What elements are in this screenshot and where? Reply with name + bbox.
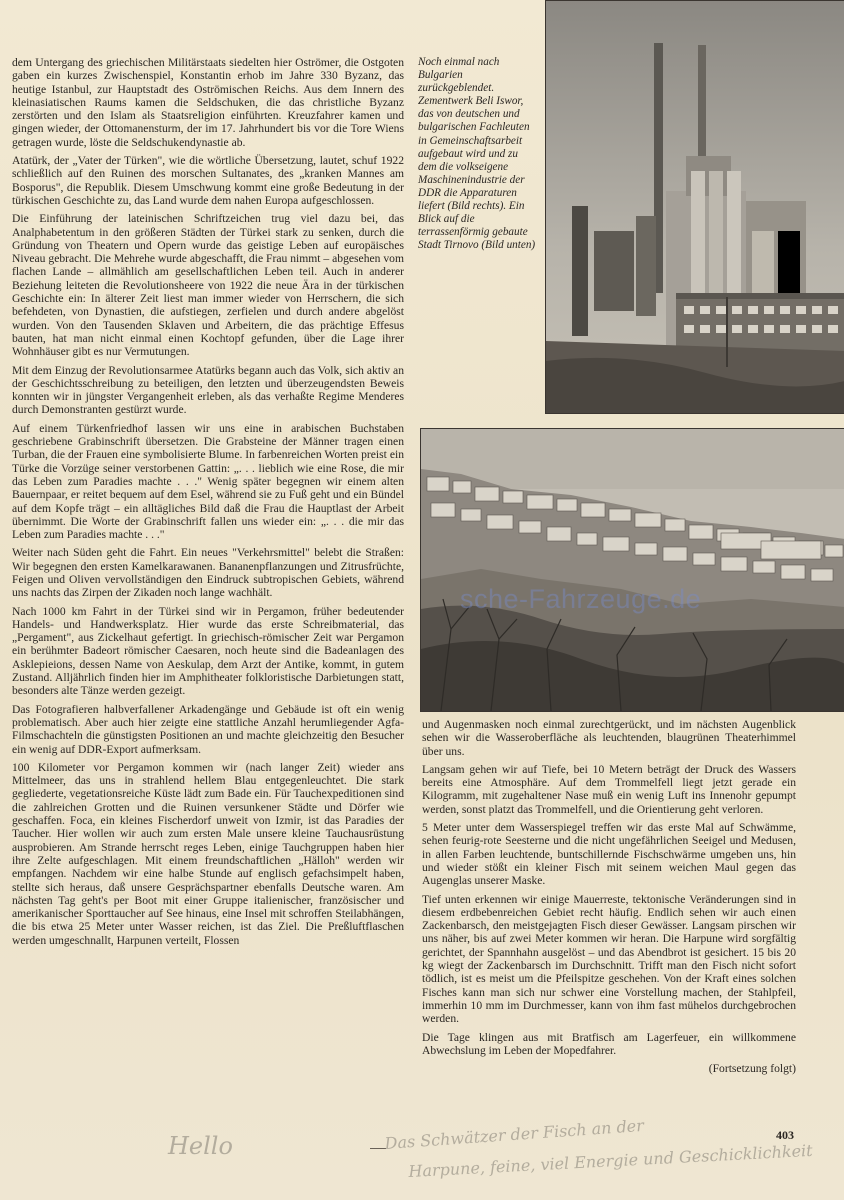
paragraph: 100 Kilometer vor Pergamon kommen wir (nach langer Zeit) wieder ans Mittelmeer, das uns in strahlend hellem Blau entgegenleuchtet. Die stark gegliederte, vegetationsreiche Küste lädt zum Bade ein. Für Tauchexpeditionen sind die zahlreichen Grotten und die Ruinen versunkener Städte und Dörfer wie geschaffen. Foca, ein kleines Fischerdorf unweit von Izmir, ist das Paradies der Taucher. Hier wollen wir auch zum ersten Male unsere kleine Tauchausrüstung ausprobieren. Am Strande herrscht reges Leben, einige Tauchgruppen haben hier ihre Zelte aufgeschlagen. Mit einem freundschaftlichen „Hälloh" werden wir empfangen. Nachdem wir eine halbe Stunde auf englisch gefachsimpelt haben, stellte sich heraus, daß unsere Gesprächspartner ebenfalls Deutsche waren. Am nächsten Tag geht's per Boot mit einer Gruppe italienischer, französischer und amerikanischer Sporttaucher auf See hinaus, eine Insel mit schroffen Steilabhängen, die bis etwa 25 Meter unter Wasser reichen, ist das Ziel. Die Preßluftflaschen werden umgeschnallt, Harpunen verteilt, Flossen xyxy=(12,760,404,947)
paragraph: Das Fotografieren halbverfallener Arkadengänge und Gebäude ist oft ein wenig problematisch. Aber auch hier zeigte eine stattliche Anzahl herumliegender Agfa-Filmschachteln die günstigsten Positionen an und machte gleichzeitig den Besucher ein wenig auf DDR-Export aufmerksam. xyxy=(12,702,404,756)
divider xyxy=(370,1148,386,1149)
paragraph: Die Tage klingen aus mit Bratfisch am Lagerfeuer, ein willkommene Abwechslung im Leben der Mopedfahrer. xyxy=(422,1030,796,1057)
page-number: 403 xyxy=(776,1128,794,1142)
paragraph: dem Untergang des griechischen Militärstaats siedelten hier Oströmer, die Ostgoten gaben ein kurzes Zwischenspiel, Konstantin erhob im Jahre 330 Byzanz, das heutige Istanbul, zur Hauptstadt des Oströmischen Reichs. Aus dem Innern des kleinasiatischen Raums kamen die Seldschuken, die das christliche Byzanz zerstörten und den Islam als Staatsreligion einführten. Kreuzfahrer kamen und gingen wieder, der Ottomanensturm, der im 17. Jahrhundert bis vor die Tore Wiens getragen wurde, löste die Seldschukendynastie ab. xyxy=(12,56,404,149)
continued-note: (Fortsetzung folgt) xyxy=(708,1062,796,1076)
watermark: sche-Fahrzeuge.de xyxy=(460,584,702,614)
paragraph: Nach 1000 km Fahrt in der Türkei sind wir in Pergamon, früher bedeutender Handels- und Handwerksplatz. Hier wurde das erste Schreibmaterial, das „Pergament", aus Zickelhaut gefertigt. In griechisch-römischer Zeit war Pergamon ein berühmter Badeort römischer Caesaren, noch heute sind die Badeanlagen des Asklepieions, dessen Name von Aeskulap, dem Arzt der Antike, kommt, in gutem Zustand. Alljährlich finden hier im Amphitheater folkloristische Darbietungen statt, besonders alte Tänze werden gezeigt. xyxy=(12,604,404,698)
paragraph: 5 Meter unter dem Wasserspiegel treffen wir das erste Mal auf Schwämme, sehen feurig-rote Seesterne und die nicht ungefährlichen Seeigel und Medusen, in allen Farben leuchtende, buntschillernde Fischschwärme umgeben uns, hin und wieder stößt ein kleiner Fisch mit seinem weichen Maul gegen das Augenglas unserer Maske. xyxy=(422,821,796,888)
paragraph: Atatürk, der „Vater der Türken", wie die wörtliche Übersetzung, lautet, schuf 1922 schließlich auf den Ruinen des morschen Sultanates, des „kranken Mannes am Bosporus", die Republik. Diesem Umschwung kommt eine große Bedeutung in der türkischen Geschichte zu, das Land wurde dem nahen Europa aufgeschlossen. xyxy=(12,154,404,207)
photo-caption: Noch einmal nach Bulgarien zurückgeblendet. Zementwerk Beli Iswor, das von deutschen und bulgarischen Fachleuten in Gemeinschaftsarbeit aufgebaut wird und zu dem die volkseigene Maschinenindustrie der DDR die Apparaturen liefert (Bild rechts). Ein Blick auf die terrassenförmig gebaute Stadt Tirnovo (Bild unten) xyxy=(418,56,536,252)
paragraph: Langsam gehen wir auf Tiefe, bei 10 Metern beträgt der Druck des Wassers bereits eine Atmosphäre. Auf dem Trommelfell liegt jetzt gerade ein Kilogramm, mit zugehaltener Nase muß ein wenig Luft ins Innenohr gepumpt werden, sonst platzt das Trommelfell, und die Orientierung geht verloren. xyxy=(422,762,796,816)
paragraph: und Augenmasken noch einmal zurechtgerückt, und im nächsten Augenblick sehen wir die Wasseroberfläche als leuchtenden, blaugrünen Theaterhimmel über uns. xyxy=(422,718,796,758)
paragraph: Weiter nach Süden geht die Fahrt. Ein neues "Verkehrsmittel" belebt die Straßen: Wir begegnen den ersten Kamelkarawanen. Bananenpflanzungen und Zitrusfrüchte, Feigen und Oliven vervollständigen den Eindruck subtropischen Gebiets, während uns nachts das Zirpen der Zikaden noch lange wachhält. xyxy=(12,546,404,600)
paragraph: Auf einem Türkenfriedhof lassen wir uns eine in arabischen Buchstaben geschriebene Grabinschrift übersetzen. Die Grabsteine der Männer tragen einen Turban, die der Frauen eine symbolisierte Blume. In farbenreichen Worten preist ein Türke die Vorzüge seiner verstorbenen Gattin: „. . . lieblich wie eine Rose, die mir das Leben zum Paradies machte . . ." Wenig später begegnen wir einem alten Bauernpaar, er reitet bequem auf dem Esel, während sie zu Fuß geht und ein Bündel auf dem Kopfe trägt – ein alltägliches Bild daß die Frau die Hauptlast der Arbeit übernimmt. Die Worte der Grabinschrift fallen uns wieder ein: „. . . die mir das Leben zum Paradies machte . . ." xyxy=(12,421,404,542)
paragraph: Tief unten erkennen wir einige Mauerreste, tektonische Veränderungen sind in diesem erdbebenreichen Gebiet recht häufig. Endlich sehen wir auch einen Zackenbarsch, den meistgejagten Fisch dieser Gewässer. Langsam pirschen wir uns näher, bis auf zwei Meter kommen wir heran. Die Harpune wird sorgfältig gerichtet, der Spannhahn ausgelöst – und das Abendbrot ist gesichert. 15 bis 20 kg wiegt der Zackenbarsch im Durchschnitt. Trifft man den Fisch nicht sofort tödlich, ist es meist um die Pfeilspitze geschehen. Von der Kraft eines solchen Fisches kann man sich nur schwer eine Vorstellung machen, der Stahlpfeil, immerhin 10 mm im Durchmesser, kann von ihm fast mühelos durchgebrochen werden. xyxy=(422,892,796,1026)
tirnovo-town-photo xyxy=(420,428,844,712)
handwritten-note-line-2: Harpune, feine, viel Energie und Geschicklichkeit xyxy=(408,1140,814,1181)
handwritten-note-left: Hello xyxy=(168,1132,233,1160)
paragraph: Die Einführung der lateinischen Schriftzeichen trug viel dazu bei, das Analphabetentum in den größeren Städten der Türkei stark zu senken, durch die Gründung von Theatern und Opern wurde das geistige Leben auf europäisches Niveau gebracht. Die Mehrehe wurde abgeschafft, die Frau nimmt – abgesehen vom flachen Lande – allmählich am gesellschaftlichen Leben teil. Auch in anderer Beziehung leiteten die Revolutionsheere von 1922 die neue Ära in der türkischen Geschichte ein: In älterer Zeit liest man immer wieder von Herrschern, die sich befehdeten, von Dynastien, die aufstiegen, zerfielen und durch andere abgelöst wurden. Von den Tausenden Sklaven und Arbeitern, die das prächtige Effesus bauten, hat man nicht einmal einen Kochtopf gefunden, über die Lage ihrer Wohnhäuser gibt es nur Vermutungen. xyxy=(12,212,404,359)
article-column-left xyxy=(12,56,404,952)
cement-plant-photo xyxy=(545,0,844,414)
handwritten-note-line-1: Das Schwätzer der Fisch an der xyxy=(384,1115,645,1153)
article-column-right xyxy=(422,718,796,1080)
paragraph: Mit dem Einzug der Revolutionsarmee Atatürks begann auch das Volk, sich aktiv an der Geschichtsschreibung zu beteiligen, den letzten und überzeugendsten Beweis konnten wir in jüngster Vergangenheit erleben, als das verhaßte Regime Menderes durch Demonstranten gestürzt wurde. xyxy=(12,363,404,417)
